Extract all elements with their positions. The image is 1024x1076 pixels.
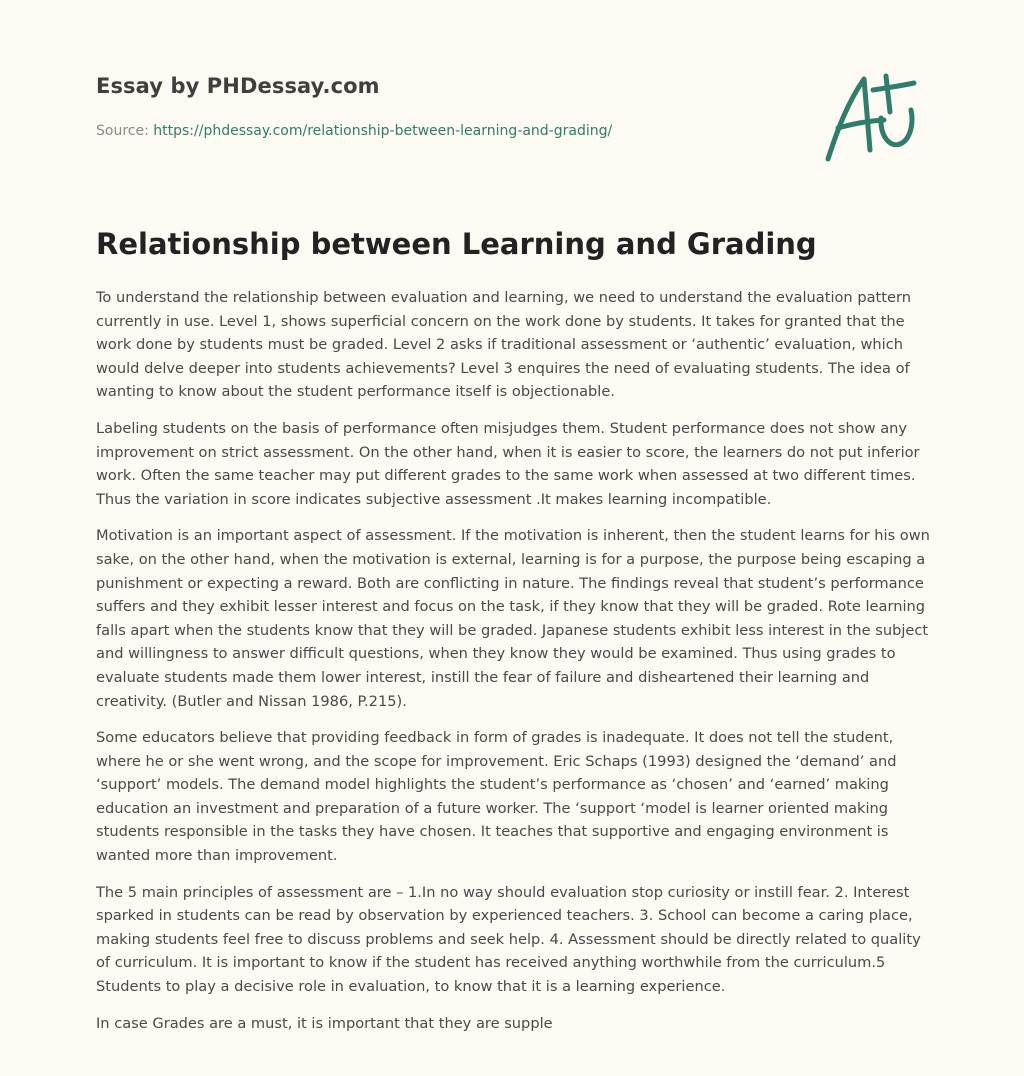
essay-body — [96, 286, 932, 1048]
a-plus-logo-icon — [818, 66, 930, 166]
essay-title: Relationship between Learning and Grading — [96, 227, 817, 261]
essay-header — [96, 74, 936, 139]
essay-paragraph: In case Grades are a must, it is important that they are supple — [96, 1014, 553, 1032]
source-label: Source: — [96, 123, 149, 139]
brand-title: Essay by PHDessay.com — [96, 74, 380, 98]
essay-paragraph: Some educators believe that providing feedback in form of grades is inadequate. It does not tell the student, where he or she went wrong, and the scope for improvement. Eric Schaps (1993) designed the ‘demand’ and ‘support’ models. The demand model highlights the student’s performance as ‘chosen’ and ‘earned’ making education an investment and preparation of a future worker. The ‘support ‘model is learner oriented making students responsible in the tasks they have chosen. It teaches that supportive and engaging environment is wanted more than improvement. — [96, 729, 897, 865]
essay-paragraph: Motivation is an important aspect of assessment. If the motivation is inherent, then the student learns for his own sake, on the other hand, when the motivation is external, learning is for a purpose, the purpose being escaping a punishment or expecting a reward. Both are conflicting in nature. The findings reveal that student’s performance suffers and they exhibit lesser interest and focus on the task, if they know that they will be graded. Rote learning falls apart when the students know that they will be graded. Japanese students exhibit less interest in the subject and willingness to answer difficult questions, when they know they would be examined. Thus using grades to evaluate students made them lower interest, instill the fear of failure and disheartened their learning and creativity. (Butler and Nissan 1986, P.215). — [96, 527, 930, 710]
source-line — [96, 123, 612, 139]
essay-paragraph: Labeling students on the basis of performance often misjudges them. Student performance does not show any improvement on strict assessment. On the other hand, when it is easier to score, the learners do not put inferior work. Often the same teacher may put different grades to the same work when assessed at two different times. Thus the variation in score indicates subjective assessment .It makes learning incompatible. — [96, 419, 920, 508]
essay-paragraph: To understand the relationship between evaluation and learning, we need to understand the evaluation pattern currently in use. Level 1, shows superficial concern on the work done by students. It takes for granted that the work done by students must be graded. Level 2 asks if traditional assessment or ‘authentic’ evaluation, which would delve deeper into students achievements? Level 3 enquires the need of evaluating students. The idea of wanting to know about the student performance itself is objectionable. — [96, 289, 911, 401]
essay-paragraph: The 5 main principles of assessment are – 1.In no way should evaluation stop curiosity or instill fear. 2. Interest sparked in students can be read by observation by experienced teachers. 3. School can become a caring place, making students feel free to discuss problems and seek help. 4. Assessment should be directly related to quality of curriculum. It is important to know if the student has received anything worthwhile from the curriculum.5 Students to play a decisive role in evaluation, to know that it is a learning experience. — [96, 883, 921, 996]
source-link[interactable]: https://phdessay.com/relationship-between-learning-and-grading/ — [153, 123, 613, 139]
